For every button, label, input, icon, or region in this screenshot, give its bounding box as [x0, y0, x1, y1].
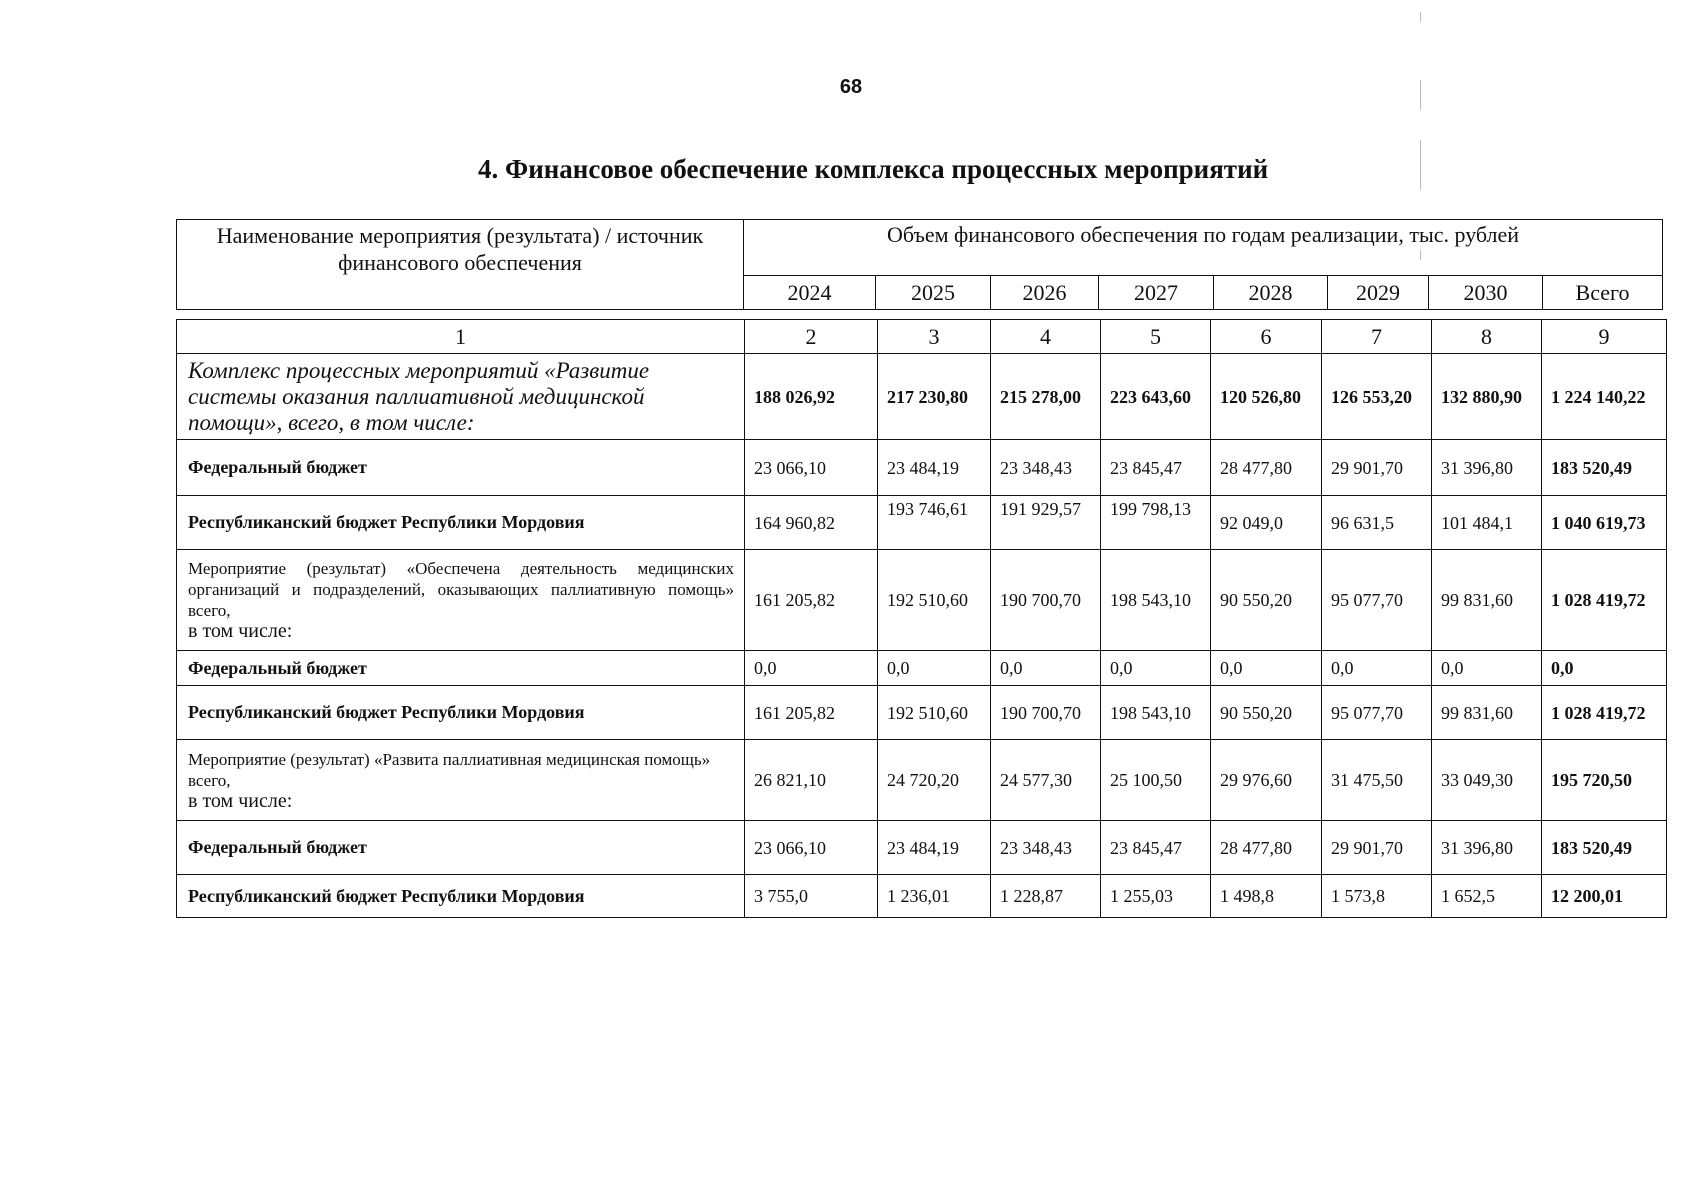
table-row-activity — [177, 550, 1667, 651]
cell-value: 0,0 — [1322, 651, 1432, 686]
cell-value: 26 821,10 — [745, 740, 878, 821]
name-column-header: Наименование мероприятия (результата) / источник финансового обеспечения — [177, 220, 744, 310]
year-header: 2026 — [991, 276, 1099, 310]
cell-value: 161 205,82 — [745, 550, 878, 651]
cell-value: 0,0 — [1432, 651, 1542, 686]
column-number: 8 — [1432, 320, 1542, 354]
table-row — [177, 875, 1667, 918]
cell-value: 95 077,70 — [1322, 550, 1432, 651]
table-row — [177, 821, 1667, 875]
volume-header: Объем финансового обеспечения по годам реализации, тыс. рублей — [744, 220, 1663, 276]
cell-value: 23 845,47 — [1101, 440, 1211, 496]
cell-value: 24 577,30 — [991, 740, 1101, 821]
row-name: Федеральный бюджет — [177, 440, 745, 496]
cell-value: 193 746,61 — [878, 496, 991, 550]
cell-value: 29 901,70 — [1322, 821, 1432, 875]
cell-value: 23 348,43 — [991, 821, 1101, 875]
financing-table — [176, 319, 1667, 918]
cell-value: 23 066,10 — [745, 440, 878, 496]
row-name: Федеральный бюджет — [177, 821, 745, 875]
cell-value: 188 026,92 — [745, 354, 878, 440]
row-name: Федеральный бюджет — [177, 651, 745, 686]
column-number: 4 — [991, 320, 1101, 354]
cell-value: 23 484,19 — [878, 821, 991, 875]
cell-value: 90 550,20 — [1211, 550, 1322, 651]
cell-value: 1 498,8 — [1211, 875, 1322, 918]
cell-value: 199 798,13 — [1101, 496, 1211, 550]
row-name: Республиканский бюджет Республики Мордовия — [177, 686, 745, 740]
cell-value: 99 831,60 — [1432, 550, 1542, 651]
year-header: 2024 — [744, 276, 876, 310]
cell-value: 23 845,47 — [1101, 821, 1211, 875]
cell-value: 31 396,80 — [1432, 821, 1542, 875]
cell-value: 31 475,50 — [1322, 740, 1432, 821]
cell-value: 28 477,80 — [1211, 821, 1322, 875]
cell-value: 33 049,30 — [1432, 740, 1542, 821]
column-number: 1 — [177, 320, 745, 354]
cell-value: 28 477,80 — [1211, 440, 1322, 496]
year-header: 2030 — [1429, 276, 1543, 310]
cell-value: 217 230,80 — [878, 354, 991, 440]
cell-value: 126 553,20 — [1322, 354, 1432, 440]
cell-value: 164 960,82 — [745, 496, 878, 550]
column-number: 9 — [1542, 320, 1667, 354]
row-name-cell — [177, 740, 745, 821]
cell-value: 0,0 — [878, 651, 991, 686]
row-name: Комплекс процессных мероприятий «Развитие системы оказания паллиативной медицинской помощи», всего, в том числе: — [177, 354, 745, 440]
total-header: Всего — [1543, 276, 1663, 310]
cell-value: 132 880,90 — [1432, 354, 1542, 440]
cell-total: 183 520,49 — [1542, 821, 1667, 875]
column-number: 6 — [1211, 320, 1322, 354]
cell-value: 190 700,70 — [991, 686, 1101, 740]
row-name-tail: в том числе: — [188, 620, 293, 642]
row-name: Республиканский бюджет Республики Мордовия — [177, 875, 745, 918]
cell-total: 195 720,50 — [1542, 740, 1667, 821]
row-name: Республиканский бюджет Республики Мордовия — [177, 496, 745, 550]
cell-value: 192 510,60 — [878, 550, 991, 651]
table-row-complex — [177, 354, 1667, 440]
cell-value: 96 631,5 — [1322, 496, 1432, 550]
cell-value: 90 550,20 — [1211, 686, 1322, 740]
cell-value: 95 077,70 — [1322, 686, 1432, 740]
cell-total: 1 028 419,72 — [1542, 686, 1667, 740]
cell-value: 0,0 — [1211, 651, 1322, 686]
table-row — [177, 686, 1667, 740]
column-number: 2 — [745, 320, 878, 354]
cell-value: 23 066,10 — [745, 821, 878, 875]
cell-value: 25 100,50 — [1101, 740, 1211, 821]
column-number: 3 — [878, 320, 991, 354]
cell-value: 23 484,19 — [878, 440, 991, 496]
cell-value: 190 700,70 — [991, 550, 1101, 651]
column-number: 5 — [1101, 320, 1211, 354]
table-row — [177, 440, 1667, 496]
cell-total: 1 040 619,73 — [1542, 496, 1667, 550]
cell-value: 92 049,0 — [1211, 496, 1322, 550]
year-header: 2027 — [1099, 276, 1214, 310]
cell-value: 3 755,0 — [745, 875, 878, 918]
cell-value: 101 484,1 — [1432, 496, 1542, 550]
column-number: 7 — [1322, 320, 1432, 354]
cell-value: 0,0 — [1101, 651, 1211, 686]
cell-value: 0,0 — [745, 651, 878, 686]
cell-total: 12 200,01 — [1542, 875, 1667, 918]
cell-value: 31 396,80 — [1432, 440, 1542, 496]
cell-value: 1 236,01 — [878, 875, 991, 918]
year-header: 2029 — [1328, 276, 1429, 310]
row-name-tail: в том числе: — [188, 789, 293, 812]
cell-value: 23 348,43 — [991, 440, 1101, 496]
section-title: 4. Финансовое обеспечение комплекса процессных мероприятий — [478, 154, 1269, 184]
cell-value: 223 643,60 — [1101, 354, 1211, 440]
table-row — [177, 496, 1667, 550]
row-name: Мероприятие (результат) «Развита паллиативная медицинская помощь» всего, — [188, 749, 711, 790]
cell-value: 215 278,00 — [991, 354, 1101, 440]
cell-value: 191 929,57 — [991, 496, 1101, 550]
cell-value: 1 652,5 — [1432, 875, 1542, 918]
cell-value: 161 205,82 — [745, 686, 878, 740]
cell-total: 183 520,49 — [1542, 440, 1667, 496]
year-header: 2028 — [1214, 276, 1328, 310]
cell-value: 24 720,20 — [878, 740, 991, 821]
cell-total: 1 224 140,22 — [1542, 354, 1667, 440]
cell-value: 1 255,03 — [1101, 875, 1211, 918]
row-name-cell — [177, 550, 745, 651]
row-name: Мероприятие (результат) «Обеспечена деятельность медицинских организаций и подразделений, оказывающих паллиативную помощь» всего, — [188, 559, 734, 620]
table-row — [177, 651, 1667, 686]
cell-total: 1 028 419,72 — [1542, 550, 1667, 651]
cell-value: 1 228,87 — [991, 875, 1101, 918]
cell-value: 99 831,60 — [1432, 686, 1542, 740]
cell-value: 198 543,10 — [1101, 550, 1211, 651]
cell-value: 192 510,60 — [878, 686, 991, 740]
cell-value: 198 543,10 — [1101, 686, 1211, 740]
table-row-activity — [177, 740, 1667, 821]
cell-value: 120 526,80 — [1211, 354, 1322, 440]
cell-total: 0,0 — [1542, 651, 1667, 686]
cell-value: 29 976,60 — [1211, 740, 1322, 821]
column-number-row — [177, 320, 1667, 354]
cell-value: 29 901,70 — [1322, 440, 1432, 496]
cell-value: 1 573,8 — [1322, 875, 1432, 918]
year-header: 2025 — [876, 276, 991, 310]
cell-value: 0,0 — [991, 651, 1101, 686]
page-number: 68 — [839, 76, 863, 98]
table-header — [176, 219, 1663, 310]
